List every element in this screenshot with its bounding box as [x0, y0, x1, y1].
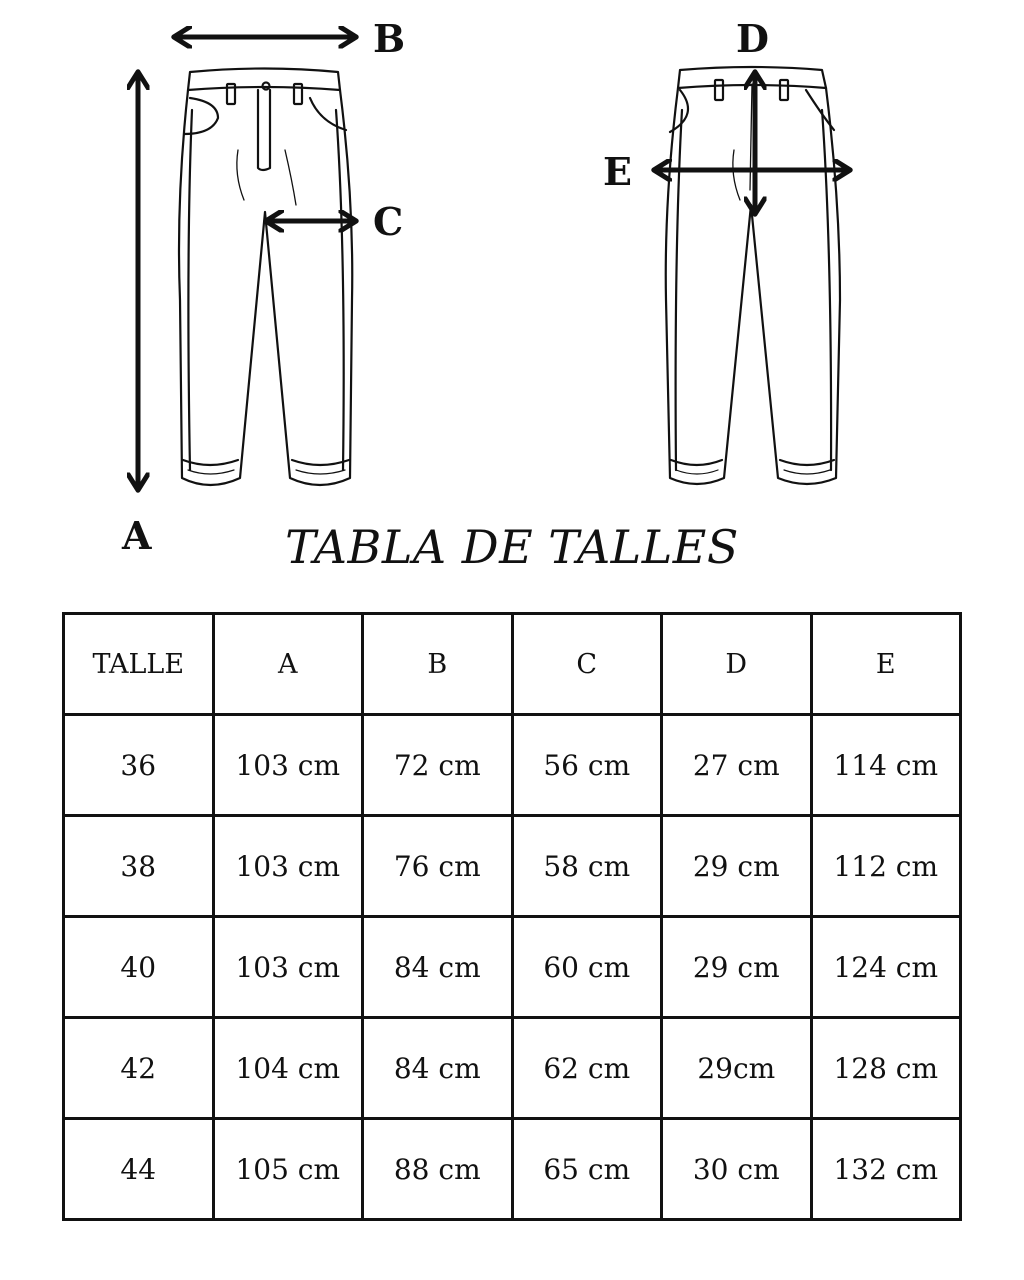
table-cell: 42 [64, 1018, 214, 1119]
table-row [64, 715, 961, 816]
table-cell: 103 cm [213, 917, 363, 1018]
table-cell: 30 cm [662, 1119, 812, 1220]
table-row [64, 1018, 961, 1119]
pants-illustrations [0, 0, 1024, 600]
table-cell: 104 cm [213, 1018, 363, 1119]
size-table [62, 612, 962, 1221]
table-row [64, 1119, 961, 1220]
table-cell: 29 cm [662, 816, 812, 917]
table-cell: 76 cm [363, 816, 513, 917]
table-cell: 44 [64, 1119, 214, 1220]
table-cell: 84 cm [363, 917, 513, 1018]
table-cell: 114 cm [811, 715, 961, 816]
table-cell: 29 cm [662, 917, 812, 1018]
table-cell: 103 cm [213, 715, 363, 816]
header-c: C [512, 614, 662, 715]
table-header-row [64, 614, 961, 715]
table-cell: 36 [64, 715, 214, 816]
table-cell: 60 cm [512, 917, 662, 1018]
measurement-diagram [0, 0, 1024, 600]
header-e: E [811, 614, 961, 715]
table-cell: 29cm [662, 1018, 812, 1119]
table-cell: 88 cm [363, 1119, 513, 1220]
table-cell: 65 cm [512, 1119, 662, 1220]
table-cell: 124 cm [811, 917, 961, 1018]
table-cell: 128 cm [811, 1018, 961, 1119]
table-cell: 56 cm [512, 715, 662, 816]
table-cell: 112 cm [811, 816, 961, 917]
header-d: D [662, 614, 812, 715]
label-d: D [736, 16, 769, 61]
header-talle: TALLE [64, 614, 214, 715]
table-cell: 72 cm [363, 715, 513, 816]
page-title: TABLA DE TALLES [285, 520, 739, 574]
table-cell: 27 cm [662, 715, 812, 816]
label-c: C [373, 199, 404, 244]
label-a: A [122, 513, 152, 558]
header-b: B [363, 614, 513, 715]
table-cell: 103 cm [213, 816, 363, 917]
table-cell: 40 [64, 917, 214, 1018]
table-cell: 84 cm [363, 1018, 513, 1119]
table-cell: 105 cm [213, 1119, 363, 1220]
label-b: B [373, 16, 406, 61]
table-row [64, 917, 961, 1018]
header-a: A [213, 614, 363, 715]
table-row [64, 816, 961, 917]
table-cell: 38 [64, 816, 214, 917]
table-cell: 62 cm [512, 1018, 662, 1119]
pants-front-icon [179, 69, 352, 486]
table-cell: 132 cm [811, 1119, 961, 1220]
label-e: E [603, 149, 632, 194]
table-cell: 58 cm [512, 816, 662, 917]
